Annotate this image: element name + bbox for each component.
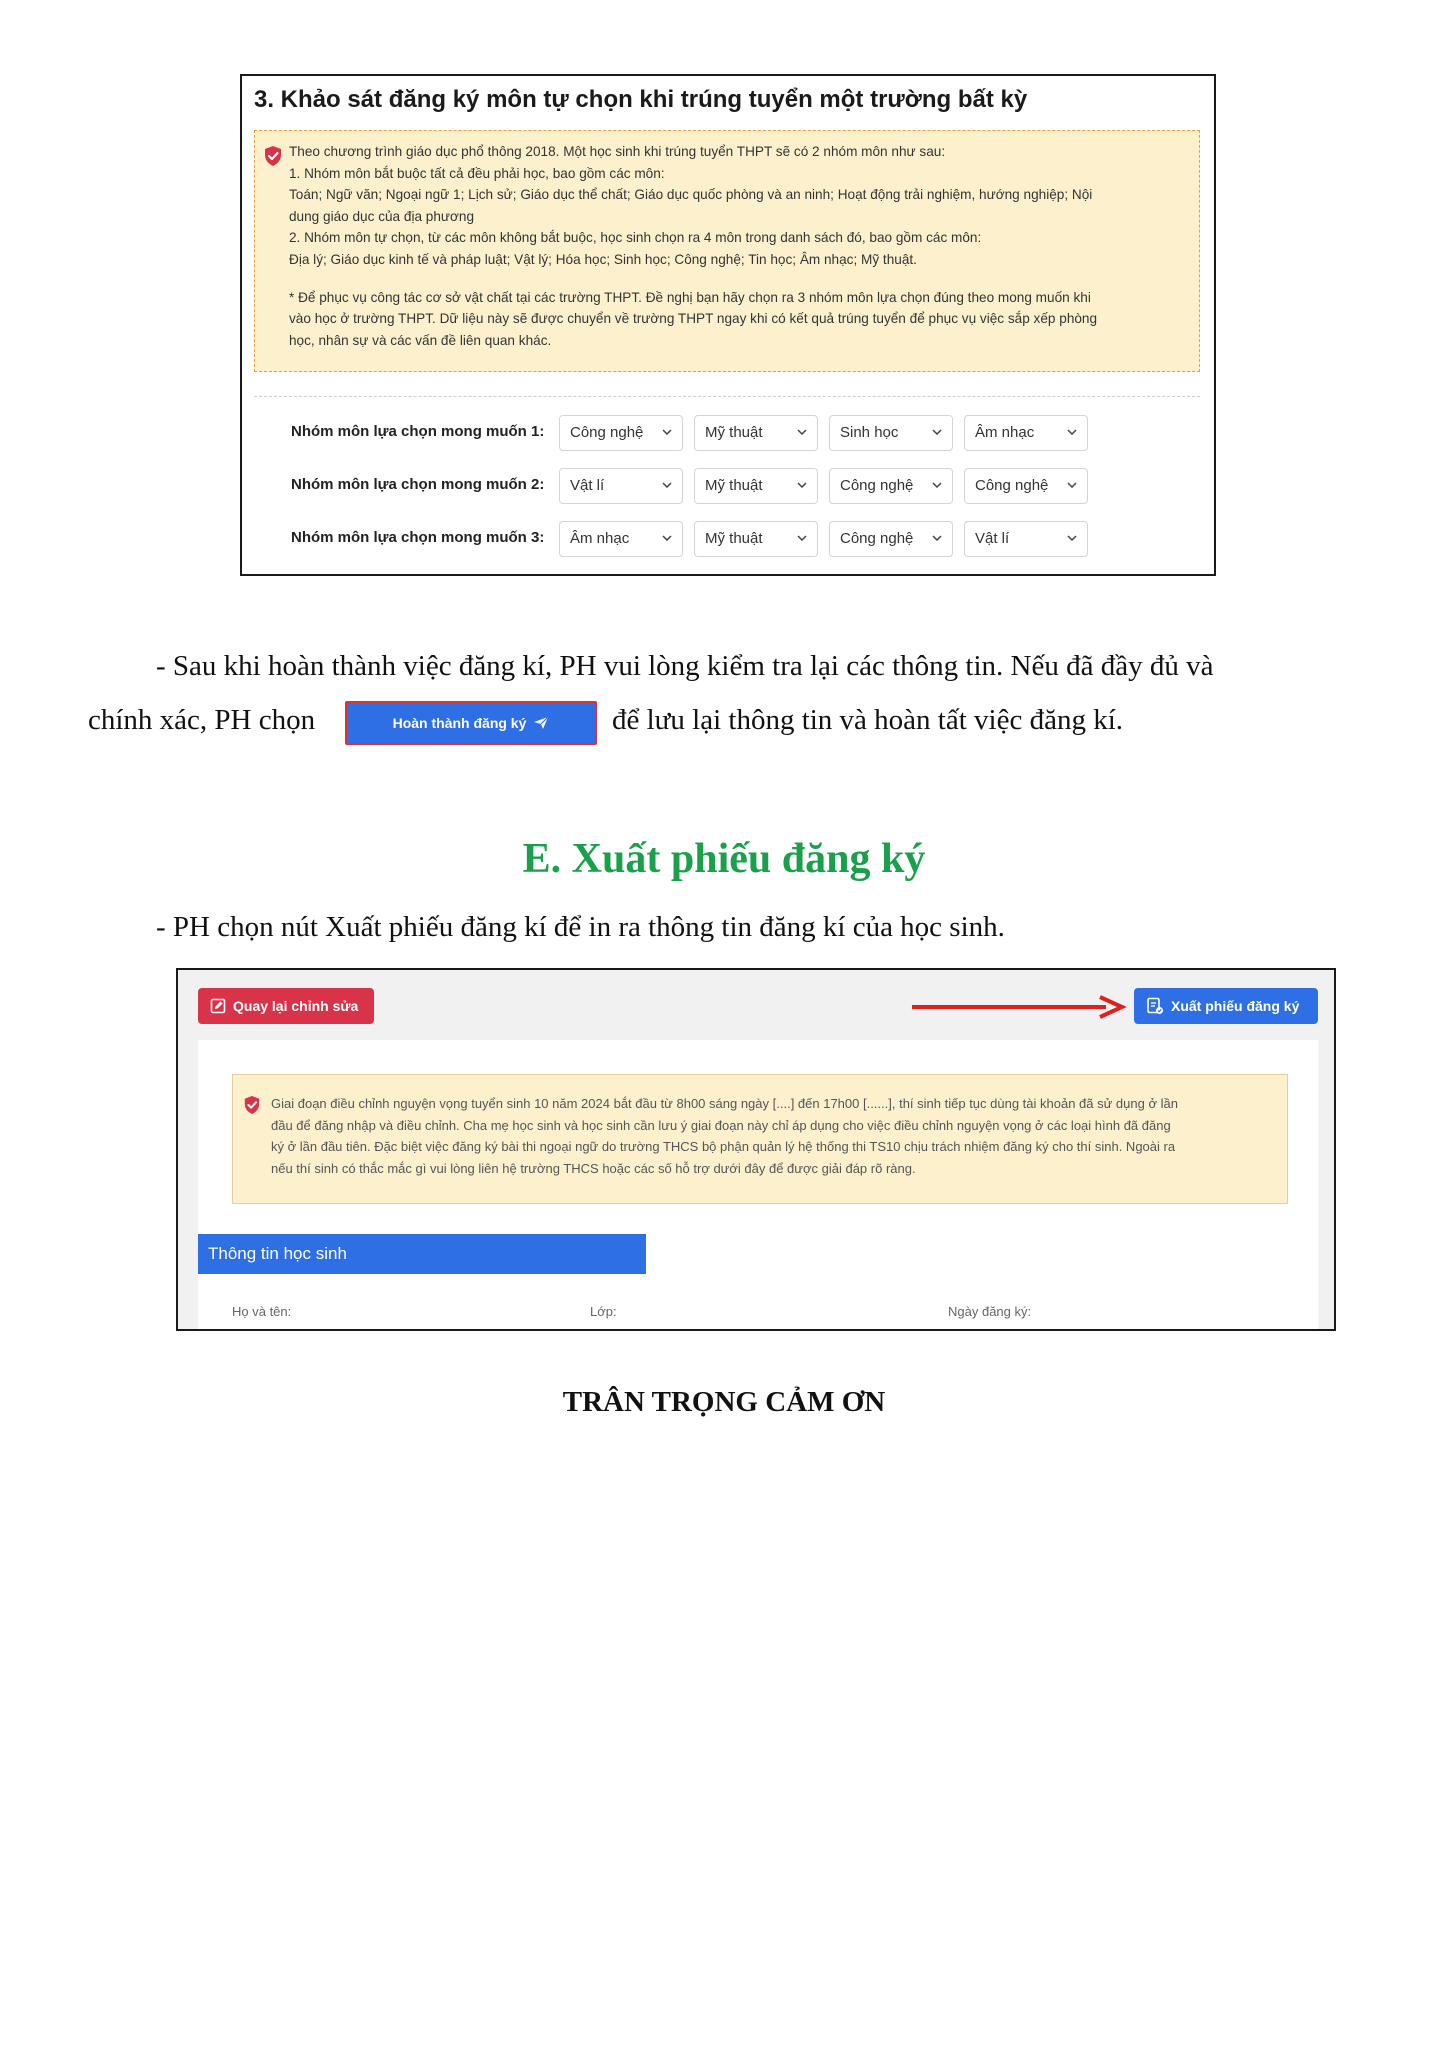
export-registration-label: Xuất phiếu đăng ký (1171, 998, 1300, 1014)
chevron-down-icon (662, 429, 672, 435)
complete-registration-button[interactable] (345, 701, 597, 745)
select-value: Sinh học (840, 424, 899, 441)
notice-line: Theo chương trình giáo dục phổ thông 2018. Một học sinh khi trúng tuyển THPT sẽ có 2 nhóm môn như sau: (289, 144, 946, 159)
select-value: Công nghệ (840, 477, 914, 494)
instruction-line-2-start: chính xác, PH chọn (88, 704, 316, 736)
notice-note-line: vào học ở trường THPT. Dữ liệu này sẽ được chuyển về trường THPT ngay khi có kết quả trúng tuyển để phục vụ việc sắp xếp phòng (289, 311, 1098, 327)
back-to-edit-label: Quay lại chỉnh sửa (233, 998, 359, 1014)
section-e-heading: E. Xuất phiếu đăng ký (522, 836, 926, 882)
group-1-select-3[interactable] (829, 415, 953, 451)
chevron-down-icon (1067, 429, 1077, 435)
notice-note-line: * Để phục vụ công tác cơ sở vật chất tại các trường THPT. Đề nghị bạn hãy chọn ra 3 nhóm môn lựa chọn đúng theo mong muốn khi (289, 289, 1091, 305)
student-name-label: Họ và tên: (232, 1304, 292, 1319)
shield-check-icon (263, 145, 283, 167)
chevron-down-icon (662, 482, 672, 488)
export-screenshot (176, 968, 1336, 1331)
chevron-down-icon (797, 429, 807, 435)
notice-note-line: học, nhân sự và các vấn đề liên quan khác. (289, 332, 552, 348)
group-1-label: Nhóm môn lựa chọn mong muốn 1: (291, 423, 545, 440)
notice-line: Giai đoạn điều chỉnh nguyện vọng tuyển sinh 10 năm 2024 bắt đầu từ 8h00 sáng ngày [....] đến 17h00 [......], thí sinh tiếp tục dùng tài khoản đã sử dụng ở lần (271, 1096, 1178, 1111)
chevron-down-icon (1067, 535, 1077, 541)
group-3-label: Nhóm môn lựa chọn mong muốn 3: (291, 529, 545, 546)
group-1-select-2[interactable] (694, 415, 818, 451)
registration-date-label: Ngày đăng ký: (948, 1304, 1032, 1319)
group-2-label: Nhóm môn lựa chọn mong muốn 2: (291, 476, 545, 493)
select-value: Âm nhạc (975, 424, 1035, 441)
notice-line: Địa lý; Giáo dục kinh tế và pháp luật; Vật lý; Hóa học; Sinh học; Công nghệ; Tin học; Âm nhạc; Mỹ thuật. (289, 251, 917, 267)
select-value: Mỹ thuật (705, 530, 763, 547)
select-value: Công nghệ (840, 530, 914, 547)
chevron-down-icon (932, 429, 942, 435)
adjustment-notice-text (271, 1093, 1178, 1179)
notice-line: dung giáo dục của địa phương (289, 208, 475, 224)
group-3-select-3[interactable] (829, 521, 953, 557)
survey-title: 3. Khảo sát đăng ký môn tự chọn khi trúng tuyển một trường bất kỳ (254, 86, 1028, 113)
group-1-select-4[interactable] (964, 415, 1088, 451)
notice-line: nếu thí sinh có thắc mắc gì vui lòng liên hệ trường THCS hoặc các số hỗ trợ dưới đây để được giải đáp rõ ràng. (271, 1160, 916, 1176)
group-3-select-4[interactable] (964, 521, 1088, 557)
chevron-down-icon (932, 482, 942, 488)
chevron-down-icon (797, 482, 807, 488)
edit-icon (210, 998, 226, 1014)
shield-check-icon (243, 1095, 261, 1115)
notice-line: 2. Nhóm môn tự chọn, từ các môn không bắt buộc, học sinh chọn ra 4 môn trong danh sách đó, bao gồm các môn: (289, 230, 982, 246)
select-value: Công nghệ (975, 477, 1049, 494)
select-value: Mỹ thuật (705, 424, 763, 441)
group-3-select-2[interactable] (694, 521, 818, 557)
survey-notice-text (289, 141, 1097, 351)
chevron-down-icon (662, 535, 672, 541)
group-1-select-1[interactable] (559, 415, 683, 451)
group-2-select-3[interactable] (829, 468, 953, 504)
document-export-icon (1146, 997, 1164, 1015)
notice-line: 1. Nhóm môn bắt buộc tất cả đều phải học, bao gồm các môn: (289, 165, 665, 181)
group-3-select-1[interactable] (559, 521, 683, 557)
adjustment-notice (232, 1074, 1288, 1204)
chevron-down-icon (797, 535, 807, 541)
student-class-label: Lớp: (590, 1304, 617, 1319)
divider (254, 396, 1200, 397)
notice-line: ký ở lần đầu tiên. Đặc biệt việc đăng ký bài thi ngoại ngữ do trường THCS bộ phận quản lý hệ thống thi TS10 chịu trách nhiệm đăng ký cho thí sinh. Ngoài ra (271, 1139, 1176, 1155)
complete-registration-label: Hoàn thành đăng ký (392, 715, 527, 731)
closing-text: TRÂN TRỌNG CẢM ƠN (562, 1386, 886, 1418)
red-arrow-icon (910, 994, 1130, 1020)
notice-line: đầu để đăng nhập và điều chỉnh. Cha mẹ học sinh và học sinh cần lưu ý giai đoạn này chỉ áp dụng cho việc điều chỉnh nguyện vọng ở các loại hình đã đăng (271, 1117, 1171, 1133)
select-value: Vật lí (570, 477, 605, 494)
notice-line: Toán; Ngữ văn; Ngoại ngữ 1; Lịch sử; Giáo dục thể chất; Giáo dục quốc phòng và an ninh; Hoạt động trải nghiệm, hướng nghiệp; Nội (289, 187, 1093, 203)
select-value: Âm nhạc (570, 530, 630, 547)
select-value: Công nghệ (570, 424, 644, 441)
instruction-line-1: - Sau khi hoàn thành việc đăng kí, PH vui lòng kiểm tra lại các thông tin. Nếu đã đầy đủ và (156, 650, 1214, 682)
chevron-down-icon (1067, 482, 1077, 488)
section-e-paragraph: - PH chọn nút Xuất phiếu đăng kí để in ra thông tin đăng kí của học sinh. (156, 911, 1005, 943)
instruction-line-2-end: để lưu lại thông tin và hoàn tất việc đăng kí. (612, 704, 1124, 736)
group-2-select-2[interactable] (694, 468, 818, 504)
student-info-header: Thông tin học sinh (198, 1234, 646, 1274)
chevron-down-icon (932, 535, 942, 541)
back-to-edit-button[interactable] (198, 988, 374, 1024)
export-registration-button[interactable] (1134, 988, 1318, 1024)
survey-screenshot (240, 74, 1216, 576)
group-2-select-1[interactable] (559, 468, 683, 504)
group-2-select-4[interactable] (964, 468, 1088, 504)
survey-notice (254, 130, 1200, 372)
select-value: Vật lí (975, 530, 1010, 547)
select-value: Mỹ thuật (705, 477, 763, 494)
send-icon (533, 716, 549, 730)
